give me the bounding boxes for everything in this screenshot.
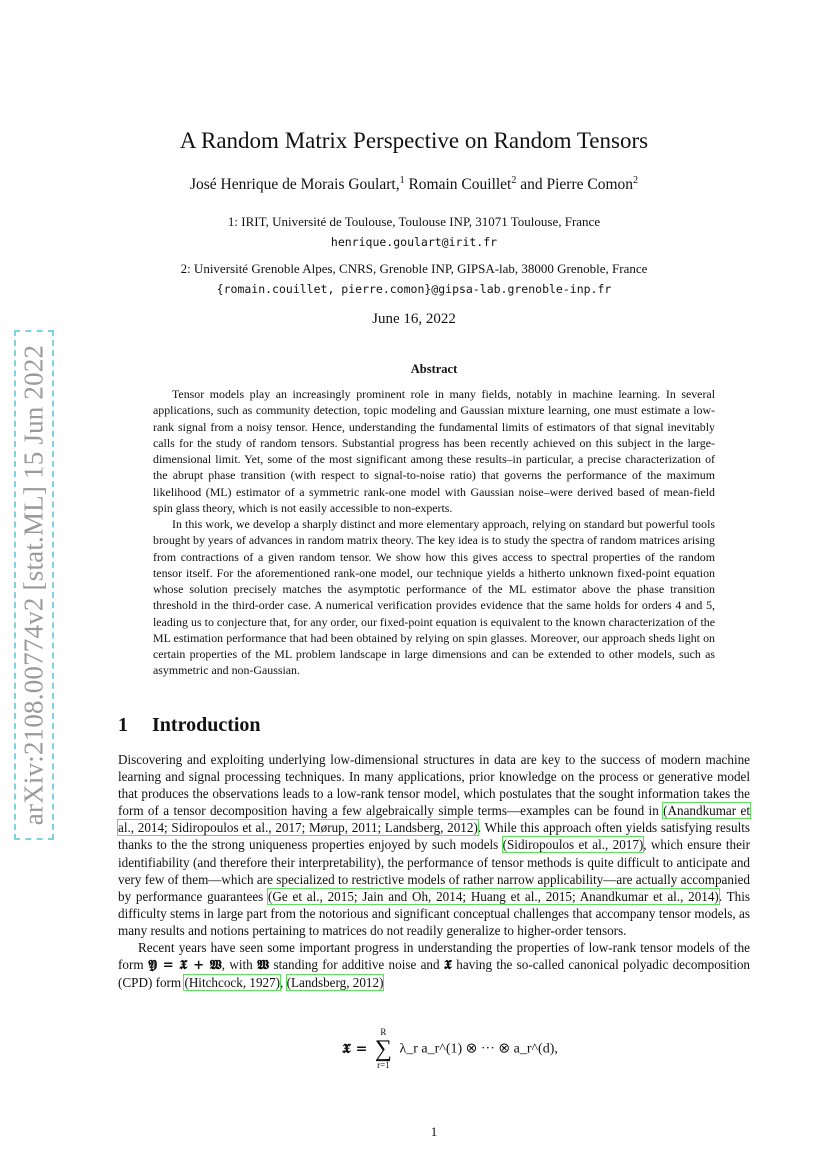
section-heading: [118, 714, 261, 737]
summation-lower-limit: r=1: [377, 1060, 390, 1070]
author-name: and Pierre Comon: [520, 176, 634, 193]
abstract-heading: Abstract: [410, 362, 458, 376]
citation-link[interactable]: (Sidiropoulos et al., 2017): [502, 837, 644, 853]
introduction-body: [118, 751, 750, 991]
equation-lhs: 𝖃 =: [342, 1041, 368, 1057]
body-paragraph: [118, 939, 750, 991]
page-number: 1: [430, 1124, 438, 1139]
body-text: standing for additive noise and: [269, 957, 444, 973]
affiliation-2-email[interactable]: {romain.couillet, pierre.comon}@gipsa-lab.grenoble-inp.fr: [216, 282, 612, 296]
arxiv-stamp: [14, 330, 54, 840]
citation-link[interactable]: (Anandkumar et al., 2014; Sidiropoulos et al., 2017; Mørup, 2011; Landsberg, 2012): [118, 803, 750, 836]
body-text: . While this approach often yields satisfying results thanks to the the strong uniqueness properties enjoyed by such models: [118, 820, 750, 853]
body-paragraph: [118, 751, 750, 939]
author-name: José Henrique de Morais Goulart,: [189, 176, 400, 193]
inline-math: 𝖂: [257, 958, 270, 974]
section-number: 1: [118, 714, 128, 736]
summation-upper-limit: R: [380, 1027, 387, 1037]
author-name: Romain Couillet: [408, 176, 512, 193]
citation-link[interactable]: (Landsberg, 2012): [286, 975, 384, 991]
citation-link[interactable]: (Hitchcock, 1927): [184, 975, 281, 991]
body-text: Discovering and exploiting underlying low-dimensional structures in data are key to the success of modern machine learning and signal processing techniques. In many applications, prior knowledge on the process or generative model that produces the observations leads to a low-rank tensor model, which postulates that the sought information takes the form of a tensor decomposition having a few algebraically simple terms—examples can be found in: [118, 752, 750, 819]
affiliation-1-email[interactable]: henrique.goulart@irit.fr: [330, 235, 498, 249]
abstract-paragraph: Tensor models play an increasingly prominent role in many fields, notably in machine learning. In several applications, such as community detection, topic modeling and Gaussian mixture learning, one must estimate a low-rank signal from a noisy tensor. Hence, understanding the fundamental limits of estimators of that signal inevitably calls for the study of random tensors. Substantial progress has been recently achieved on this subject in the large-dimensional limit. Yet, some of the most significant among these results–in particular, a precise characterization of the abrupt phase transition (with respect to signal-to-noise ratio) that governs the performance of the maximum likelihood (ML) estimator of a symmetric rank-one model with Gaussian noise–were derived based of mean-field spin glass theory, which is not easily accessible to non-experts.: [153, 387, 715, 515]
affiliation-mark: 1: [399, 175, 405, 186]
body-text: Recent years have seen some important progress in understanding the properties of low-rank tensor models of the form: [118, 940, 750, 973]
citation-link[interactable]: (Ge et al., 2015; Jain and Oh, 2014; Huang et al., 2015; Anandkumar et al., 2014): [268, 888, 719, 904]
body-text: , which ensure their identifiability (and therefore their interpretability), the performance of tensor methods is quite difficult to anticipate and very few of them—which are specialized to restrictive models of rather narrow applicability—are actually accompanied by performance guarantees: [118, 837, 750, 904]
section-title: Introduction: [152, 714, 261, 736]
arxiv-id: arXiv:2108.00774v2 [stat.ML] 15 Jun 2022: [18, 344, 49, 826]
abstract-paragraph: In this work, we develop a sharply distinct and more elementary approach, relying on standard but powerful tools brought by years of advances in random matrix theory. The key idea is to study the spectra of random matrices arising from contractions of a given random tensor. We show how this gives access to spectral properties of the random tensor itself. For the aforementioned rank-one model, our technique yields a hitherto unknown fixed-point equation whose solution precisely matches the asymptotic performance of the ML estimator above the phase transition threshold in the third-order case. A numerical verification provides evidence that the same holds for orders 4 and 5, leading us to conjecture that, for any order, our fixed-point equation is equivalent to the known characterization of the ML estimation performance that had been obtained by relying on spin glasses. Moreover, our approach sheds light on certain properties of the ML problem landscape in large dimensions and can be extended to other models, such as asymmetric and non-Gaussian.: [153, 517, 715, 678]
body-text: , with: [221, 957, 258, 973]
equation-rhs: λ_r a_r^(1) ⊗ ··· ⊗ a_r^(d),: [399, 1041, 558, 1057]
body-text: . This difficulty stems in large part from the notorious and significant conceptual challenges that accompany tensor models, as many results and notions pertaining to matrices do not readily generalize to higher-order tensors.: [118, 888, 750, 938]
display-equation: [0, 1028, 828, 1078]
inline-math: 𝖄 = 𝖃 + 𝖂: [147, 958, 222, 974]
affiliation-2: 2: Université Grenoble Alpes, CNRS, Grenoble INP, GIPSA-lab, 38000 Grenoble, France: [180, 261, 648, 276]
summation-operator: [375, 1028, 392, 1070]
sigma-symbol: ∑: [374, 1036, 392, 1062]
abstract-body: [153, 386, 715, 679]
publication-date: June 16, 2022: [372, 311, 456, 327]
body-text: ,: [280, 975, 287, 991]
inline-math: 𝖃: [443, 958, 452, 974]
affiliation-1: 1: IRIT, Université de Toulouse, Toulouse INP, 31071 Toulouse, France: [227, 214, 601, 229]
body-text: having the so-called canonical polyadic decomposition (CPD) form: [118, 957, 750, 991]
paper-title: A Random Matrix Perspective on Random Tensors: [179, 128, 649, 153]
affiliation-mark: 2: [511, 175, 517, 186]
affiliation-mark: 2: [633, 175, 639, 186]
author-list: [0, 175, 828, 194]
